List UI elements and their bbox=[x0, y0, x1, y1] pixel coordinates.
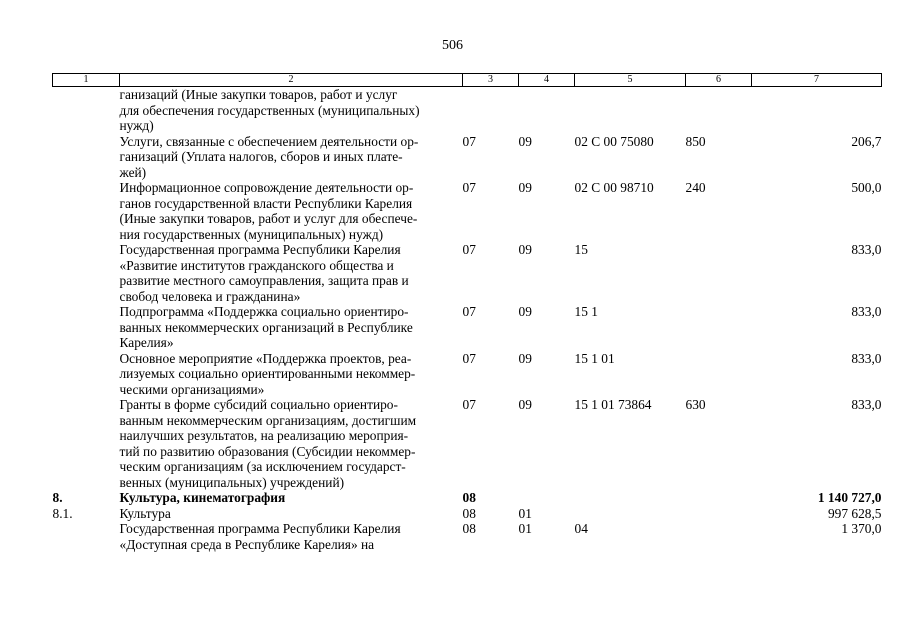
table-row bbox=[53, 134, 882, 181]
row-name-line: развитие местного самоуправления, защита прав и bbox=[119, 273, 409, 288]
row-section: 08 bbox=[462, 521, 476, 536]
row-subsection: 09 bbox=[518, 304, 532, 319]
row-number bbox=[53, 521, 120, 552]
row-section: 07 bbox=[462, 180, 476, 195]
row-subsection: 01 bbox=[518, 521, 532, 536]
row-amount: 833,0 bbox=[851, 242, 882, 257]
row-name-line: (Иные закупки товаров, работ и услуг для обеспече- bbox=[119, 211, 418, 226]
row-target-article: 15 1 bbox=[574, 304, 598, 319]
header-col-4: 4 bbox=[519, 74, 575, 87]
table-row bbox=[53, 397, 882, 490]
row-expense-type: 630 bbox=[685, 397, 706, 412]
row-name-line: ванных некоммерческих организаций в Республике bbox=[119, 319, 413, 335]
row-amount: 997 628,5 bbox=[827, 505, 882, 521]
row-name-line: Гранты в форме субсидий социально ориентиро- bbox=[119, 397, 398, 412]
row-amount: 833,0 bbox=[851, 304, 882, 319]
header-row bbox=[53, 74, 882, 87]
row-name-line: для обеспечения государственных (муниципальных) bbox=[119, 102, 420, 118]
row-name-line: ганов государственной власти Республики Карелия bbox=[119, 195, 413, 211]
row-name bbox=[120, 134, 463, 181]
table-row bbox=[53, 521, 882, 552]
row-name-line: свобод человека и гражданина» bbox=[119, 288, 301, 304]
row-section: 07 bbox=[462, 350, 476, 366]
row-subsection bbox=[519, 87, 575, 134]
row-target-article bbox=[575, 506, 686, 522]
table-row bbox=[53, 242, 882, 304]
table-header bbox=[53, 74, 882, 87]
row-name bbox=[120, 242, 463, 304]
row-number bbox=[53, 242, 120, 304]
row-section: 08 bbox=[462, 505, 476, 521]
row-expense-type bbox=[686, 506, 752, 522]
header-col-3: 3 bbox=[463, 74, 519, 87]
row-amount: 500,0 bbox=[851, 180, 882, 195]
row-name-line: «Доступная среда в Республике Карелия» на bbox=[119, 536, 375, 552]
row-section: 07 bbox=[462, 133, 476, 149]
row-number: 8.1. bbox=[52, 505, 73, 521]
table-row bbox=[53, 87, 882, 134]
row-expense-type bbox=[686, 521, 752, 552]
row-expense-type bbox=[686, 351, 752, 398]
row-name bbox=[120, 490, 463, 506]
row-target-article bbox=[575, 87, 686, 134]
row-target-article: 15 1 01 bbox=[574, 350, 615, 366]
row-name bbox=[120, 180, 463, 242]
row-name-line: Культура, кинематография bbox=[119, 490, 286, 505]
row-expense-type bbox=[686, 242, 752, 304]
row-name-line: Государственная программа Республики Карелия bbox=[119, 242, 401, 257]
row-name-line: Основное мероприятие «Поддержка проектов, реа- bbox=[119, 350, 412, 366]
row-name-line: нужд) bbox=[119, 118, 154, 133]
table-row bbox=[53, 351, 882, 398]
row-subsection: 09 bbox=[518, 133, 532, 149]
row-number bbox=[53, 134, 120, 181]
row-subsection: 09 bbox=[518, 242, 532, 257]
row-number bbox=[53, 180, 120, 242]
row-number: 8. bbox=[52, 490, 63, 505]
row-name-line: Услуги, связанные с обеспечением деятельности ор- bbox=[119, 133, 419, 149]
row-name bbox=[120, 304, 463, 351]
table-row bbox=[53, 506, 882, 522]
row-expense-type: 850 bbox=[685, 133, 706, 149]
row-name-line: Карелия» bbox=[119, 335, 174, 350]
row-subsection bbox=[519, 490, 575, 506]
row-target-article: 04 bbox=[574, 521, 588, 536]
row-expense-type bbox=[686, 87, 752, 134]
row-name bbox=[120, 506, 463, 522]
budget-table bbox=[52, 73, 882, 552]
table-row bbox=[53, 304, 882, 351]
row-amount: 1 140 727,0 bbox=[817, 490, 882, 505]
row-section: 08 bbox=[462, 490, 476, 505]
row-name-line: «Развитие институтов гражданского общества и bbox=[119, 257, 394, 273]
row-amount: 833,0 bbox=[851, 397, 882, 412]
row-subsection: 09 bbox=[518, 350, 532, 366]
header-col-2: 2 bbox=[120, 74, 463, 87]
table-row bbox=[53, 490, 882, 506]
row-name-line: Культура bbox=[119, 505, 171, 521]
row-number bbox=[53, 397, 120, 490]
row-expense-type: 240 bbox=[685, 180, 706, 195]
row-name bbox=[120, 397, 463, 490]
row-name-line: ванным некоммерческим организациям, достигшим bbox=[119, 412, 417, 428]
row-name-line: Подпрограмма «Поддержка социально ориентиро- bbox=[119, 304, 409, 319]
row-amount bbox=[752, 87, 882, 134]
row-target-article: 15 1 01 73864 bbox=[574, 397, 652, 412]
row-target-article bbox=[575, 490, 686, 506]
header-col-5: 5 bbox=[575, 74, 686, 87]
row-amount: 833,0 bbox=[851, 350, 882, 366]
row-name bbox=[120, 87, 463, 134]
row-subsection: 09 bbox=[518, 180, 532, 195]
row-name-line: лизуемых социально ориентированными некоммер- bbox=[119, 366, 416, 381]
row-name-line: ческим организациям (за исключением государст- bbox=[119, 459, 406, 474]
table-row bbox=[53, 180, 882, 242]
row-subsection: 01 bbox=[518, 505, 532, 521]
row-section: 07 bbox=[462, 397, 476, 412]
row-section: 07 bbox=[462, 304, 476, 319]
row-name-line: тий по развитию образования (Субсидии некоммер- bbox=[119, 443, 416, 459]
row-section bbox=[463, 87, 519, 134]
row-amount: 206,7 bbox=[851, 133, 882, 149]
row-subsection: 09 bbox=[518, 397, 532, 412]
row-number bbox=[53, 87, 120, 134]
row-target-article: 15 bbox=[574, 242, 588, 257]
row-target-article: 02 С 00 75080 bbox=[574, 133, 654, 149]
header-col-6: 6 bbox=[686, 74, 752, 87]
row-amount: 1 370,0 bbox=[841, 521, 882, 536]
row-name-line: ческими организациями» bbox=[119, 381, 265, 397]
header-col-1: 1 bbox=[53, 74, 120, 87]
row-name-line: Информационное сопровождение деятельности ор- bbox=[119, 180, 414, 195]
row-name-line: наилучших результатов, на реализацию мероприя- bbox=[119, 428, 409, 443]
row-name-line: венных (муниципальных) учреждений) bbox=[119, 474, 345, 490]
row-number bbox=[53, 351, 120, 398]
row-target-article: 02 С 00 98710 bbox=[574, 180, 654, 195]
row-section: 07 bbox=[462, 242, 476, 257]
page-number: 506 bbox=[442, 38, 463, 53]
row-expense-type bbox=[686, 490, 752, 506]
row-name-line: ния государственных (муниципальных) нужд) bbox=[119, 226, 384, 242]
table-body bbox=[53, 87, 882, 553]
row-name bbox=[120, 521, 463, 552]
row-expense-type bbox=[686, 304, 752, 351]
row-name bbox=[120, 351, 463, 398]
row-name-line: ганизаций (Иные закупки товаров, работ и услуг bbox=[119, 87, 398, 102]
row-name-line: Государственная программа Республики Карелия bbox=[119, 521, 401, 536]
row-number bbox=[53, 304, 120, 351]
row-name-line: ганизаций (Уплата налогов, сборов и иных плате- bbox=[119, 149, 403, 164]
row-name-line: жей) bbox=[119, 164, 147, 180]
header-col-7: 7 bbox=[752, 74, 882, 87]
